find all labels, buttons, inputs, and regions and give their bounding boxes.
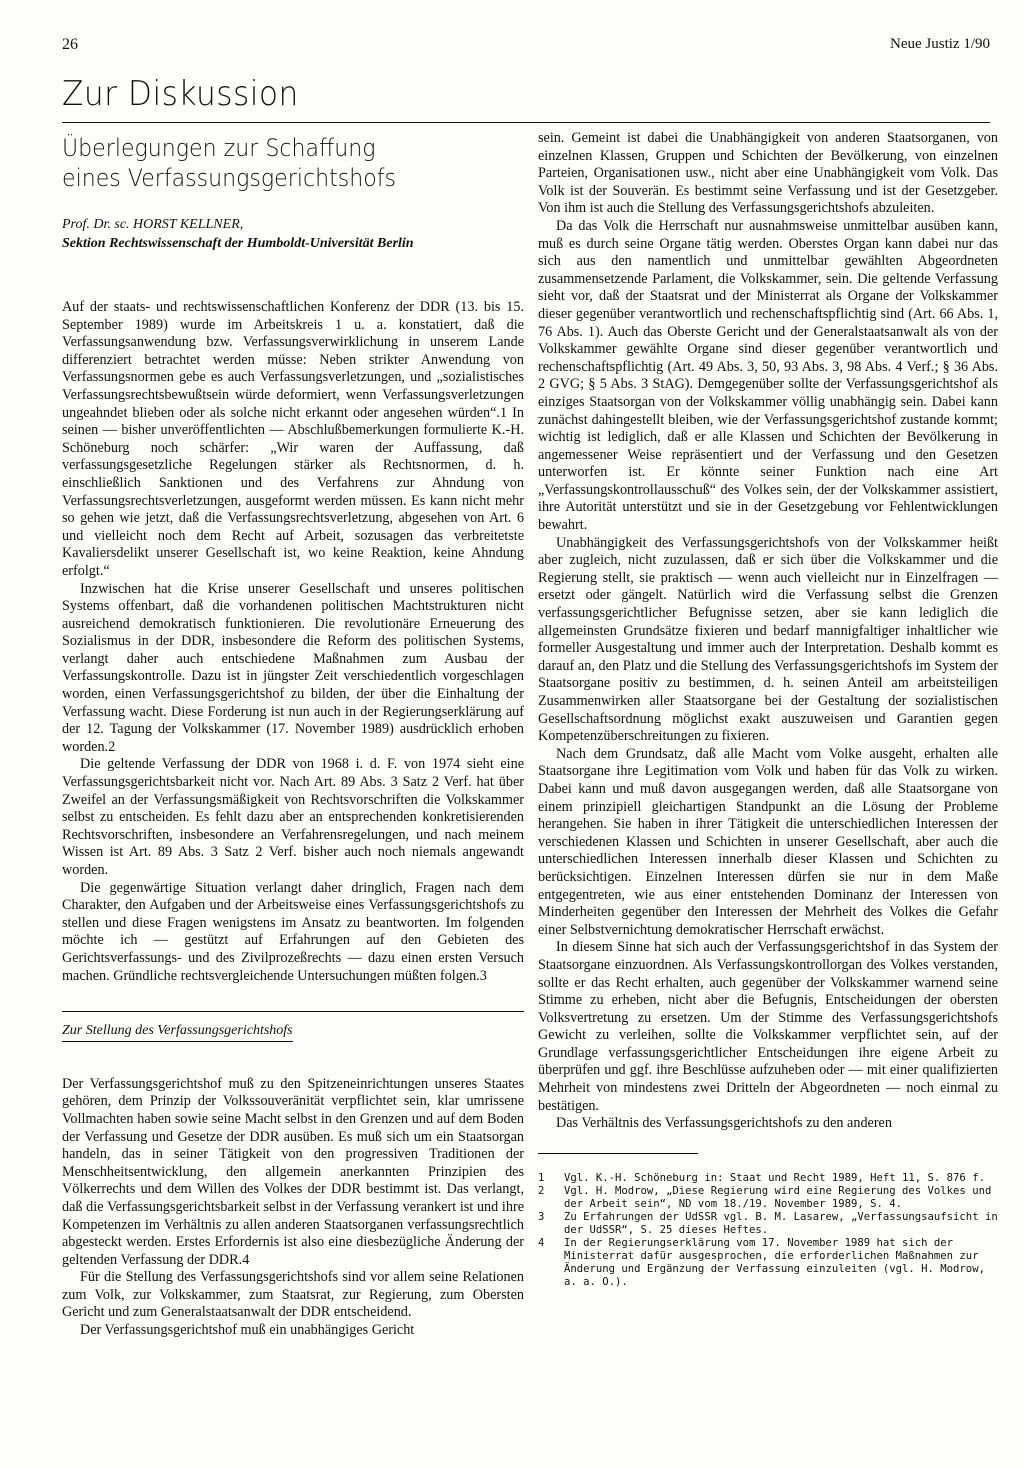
paragraph: Die gegenwärtige Situation verlangt daher dringlich, Fragen nach dem Charakter, den Aufgaben und der Arbeitsweise eines Verfassungsgerichtshofs zu stellen und diese Fragen wenigstens im Ansatz zu beantworten. Im folgenden möchte ich — gestützt auf Erfahrungen auf den Gebieten des Gerichtsverfassungs- und des Zivilprozeßrechts — dazu einen ersten Versuch machen. Gründliche rechtsvergleichende Untersuchungen müßten folgen.3 [62, 879, 524, 984]
paragraph: Da das Volk die Herrschaft nur ausnahmsweise unmittelbar ausüben kann, muß es durch seine Organe tätig werden. Oberstes Organ kann dabei nur das sich aus den namentlich und unmittelbar gewählten Abgeordneten zusammensetzende Parlament, die Volkskammer, sein. Die geltende Verfassung sieht vor, daß der Staatsrat und der Ministerrat als Organe der Volkskammer dieser gegenüber verantwortlich und rechenschaftspflichtig sind (Art. 66 Abs. 1, 76 Abs. 1). Auch das Oberste Gericht und der Generalstaatsanwalt als von der Volkskammer gewählte Organe sind dieser gegenüber verantwortlich und rechenschaftspflichtig (Art. 49 Abs. 3, 50, 93 Abs. 3, 98 Abs. 4 Verf.; § 36 Abs. 2 GVG; § 5 Abs. 3 StAG). Demgegenüber sollte der Verfassungsgerichtshof als einziges Staatsorgan von der Volkskammer völlig unabhängig sein. Dabei kann zunächst dahingestellt bleiben, wie der Verfassungsgerichtshof zustande kommt; wichtig ist lediglich, daß er alle Klassen und Schichten der Bevölkerung in angemessener Weise repräsentiert und der Verfassung und den Gesetzen unterworfen ist. Er könnte seiner Funktion nach eine Art „Verfassungskontrollausschuß“ des Volkes sein, der der Volkskammer assistiert, ihre Autorität unterstützt und sie in der Gesetzgebung vor Fehlentwicklungen bewahrt. [538, 217, 998, 534]
footnote [538, 1172, 998, 1185]
footnote-text: In der Regierungserklärung vom 17. November 1989 hat sich der Ministerrat dafür ausgesprochen, die erforderlichen Maßnahmen zur Änderung und Ergänzung der Verfassung einzuleiten (vgl. H. Modrow, a. a. O.). [564, 1236, 985, 1288]
paragraph: In diesem Sinne hat sich auch der Verfassungsgerichtshof in das System der Staatsorgane einzuordnen. Als Verfassungskontrollorgan des Volkes verstanden, sollte er das Recht erhalten, auch gegenüber der Volkskammer warnend seine Stimme zu erheben, nicht aber die Befugnis, Entscheidungen der obersten Volksvertretung zu ersetzen. Um der Stimme des Verfassungsgerichtshofs Gewicht zu verleihen, sollte die Volkskammer verpflichtet sein, auf der Grundlage verfassungsgerichtlicher Entscheidungen ihre eigene Arbeit zu überprüfen und ggf. ihre Beschlüsse aufzuheben oder — mit einer qualifizierten Mehrheit von mindestens zwei Dritteln der Abgeordneten — noch einmal zu bestätigen. [538, 939, 998, 1114]
paragraph: Nach dem Grundsatz, daß alle Macht vom Volke ausgeht, erhalten alle Staatsorgane ihre Legitimation vom Volk und haben für das Volk zu wirken. Dabei kann und muß davon ausgegangen werden, daß alle Staatsorgane von einem prinzipiell gleichartigen Standpunkt an die Lösung der Probleme herangehen. Sie haben in ihrer Tätigkeit die unterschiedlichen Interessen der verschiedenen Klassen und Schichten in unserer Gesellschaft, aber auch die unterschiedlichen Interessen innerhalb dieser Klassen und Schichten zu berücksichtigen. Einzelnen Interessen dürfen sie nur in dem Maße entgegentreten, wie aus einer entstehenden Dominanz der Interessen von Minderheiten gegenüber den Interessen der Mehrheit des Volkes die Gefahr einer Selbstvernichtung demokratischer Herrschaft erwächst. [538, 745, 998, 938]
footnote [538, 1211, 998, 1237]
author-block [62, 215, 524, 253]
footnote-number: 3 [538, 1210, 545, 1223]
paragraph: Auf der staats- und rechtswissenschaftlichen Konferenz der DDR (13. bis 15. September 1989) wurde im Arbeitskreis 1 u. a. konstatiert, daß die Verfassungsanwendung bzw. Verfassungsverwirklichung in unserem Lande differenziert betrachtet werden müsse: Neben strikter Anwendung von Verfassungsnormen gebe es auch Verfassungsverletzungen, und „sozialistisches Verfassungsrechtsbewußtsein würde deformiert, wenn Verfassungsverletzungen ungeahndet blieben oder als solche nicht erkannt oder angesehen würden“.1 In seinen — bisher unveröffentlichten — Abschlußbemerkungen formulierte K.-H. Schöneburg noch schärfer: „Wir waren der Auffassung, daß verfassungsgesetzliche Regelungen stärker als Rechtsnormen, d. h. einschließlich Sanktionen und des Verfahrens zur Ahndung von Verfassungsrechtsverletzungen, ausgeformt werden müssen. Es kann nicht mehr so gehen wie jetzt, daß die Verfassungsrechtsverletzung, abgesehen von Art. 6 und vielleicht noch dem Recht auf Arbeit, sozusagen das verbreitetste Kavaliersdelikt unserer Gesellschaft ist, wo keine Reaktion, keine Ahndung erfolgt.“ [62, 299, 524, 579]
paragraph: Die geltende Verfassung der DDR von 1968 i. d. F. von 1974 sieht eine Verfassungsgerichtsbarkeit nicht vor. Nach Art. 89 Abs. 3 Satz 2 Verf. hat über Zweifel an der Verfassungsmäßigkeit von Rechtsvorschriften die Volkskammer selbst zu entscheiden. Es fehlt dazu aber an entsprechenden konkretisierenden Rechtsvorschriften, insbesondere an Verfahrensregelungen, und nach meinem Wissen ist Art. 89 Abs. 3 Satz 2 Verf. bisher auch noch niemals angewandt worden. [62, 756, 524, 878]
page-number: 26 [62, 36, 78, 53]
section-text [62, 1076, 524, 1340]
paragraph: sein. Gemeint ist dabei die Unabhängigkeit von anderen Staatsorganen, von einzelnen Klassen, Gruppen und Schichten der Bevölkerung, von einzelnen Parteien, Organisationen usw., nicht aber eine Unabhängigkeit vom Volk. Das Volk ist der Souverän. Es bestimmt seine Verfassung und ist der Gesetzgeber. Von ihm ist auch die Stellung des Verfassungsgerichtshofs abzuleiten. [538, 130, 998, 217]
section-title: Zur Diskussion [62, 74, 299, 114]
page-header [62, 36, 990, 58]
paragraph: Das Verhältnis des Verfassungsgerichtshofs zu den anderen [556, 1115, 892, 1132]
paragraph: Für die Stellung des Verfassungsgerichtshofs sind vor allem seine Relationen zum Volk, zur Volkskammer, zum Staatsrat, zur Regierung, zum Obersten Gericht und zum Generalstaatsanwalt der DDR entscheidend. [62, 1269, 524, 1321]
footnote-number: 4 [538, 1236, 545, 1249]
paragraph: Inzwischen hat die Krise unserer Gesellschaft und unseres politischen Systems offenbart, daß die vorhandenen politischen Machtstrukturen nicht ausreichend demokratisch funktionieren. Die revolutionäre Erneuerung des Sozialismus in der DDR, insbesondere die Reform des politischen Systems, verlangt daher auch entschiedene Maßnahmen zum Ausbau der Verfassungskontrolle. Dazu ist in jüngster Zeit verschiedentlich vorgeschlagen worden, einen Verfassungsgerichtshof zu bilden, der über die Einhaltung der Verfassung wacht. Diese Forderung ist nun auch in der Regierungserklärung auf der 12. Tagung der Volkskammer (17. November 1989) ausdrücklich erhoben worden.2 [62, 580, 524, 755]
author-name: Prof. Dr. sc. HORST KELLNER, [62, 217, 244, 232]
section-rule [62, 122, 990, 123]
right-column [538, 130, 998, 1289]
subheading-rule [62, 1011, 524, 1012]
article-title [62, 133, 487, 193]
footnote-number: 1 [538, 1171, 545, 1184]
intro-text [62, 299, 524, 985]
paragraph: Der Verfassungsgerichtshof muß ein unabhängiges Gericht [80, 1322, 415, 1339]
footnotes [538, 1172, 998, 1289]
footnote-rule [538, 1153, 698, 1154]
left-column [62, 127, 524, 1340]
paragraph: Der Verfassungsgerichtshof muß zu den Spitzeneinrichtungen unseres Staates gehören, dem Prinzip der Volkssouveränität verpflichtet sein, klar umrissene Vollmachten haben sowie seine Macht selbst in den Grenzen und auf dem Boden der Verfassung und Gesetze der DDR ausüben. Es muß sich um ein Staatsorgan handeln, das in seiner Tätigkeit von den progressiven Traditionen der Menschheitsentwicklung, den allgemein anerkannten Prinzipien des Völkerrechts und dem Willen des Volkes der DDR bestimmt ist. Das verlangt, daß die Verfassungsgerichtsbarkeit selbst in der Verfassung verankert ist und ihre Kompetenzen im Verhältnis zu allen anderen Staatsorganen verfassungsrechtlich abgesteckt werden. Erstes Erfordernis ist also eine diesbezügliche Änderung der geltenden Verfassung der DDR.4 [62, 1075, 524, 1268]
footnote-text: Vgl. H. Modrow, „Diese Regierung wird eine Regierung des Volkes und der Arbeit sein“, ND vom 18./19. November 1989, S. 4. [564, 1184, 992, 1210]
footnote-number: 2 [538, 1184, 545, 1197]
footnote [538, 1185, 998, 1211]
article-title-line-1: Überlegungen zur Schaffung [62, 134, 376, 162]
journal-issue: Neue Justiz 1/90 [890, 36, 990, 52]
author-institution: Sektion Rechtswissenschaft der Humboldt-Universität Berlin [62, 236, 414, 251]
article-title-line-2: eines Verfassungsgerichtshofs [62, 164, 397, 192]
footnote-text: Vgl. K.-H. Schöneburg in: Staat und Recht 1989, Heft 11, S. 876 f. [564, 1171, 985, 1184]
subheading: Zur Stellung des Verfassungsgerichtshofs [62, 1022, 293, 1042]
paragraph: Unabhängigkeit des Verfassungsgerichtshofs von der Volkskammer heißt aber zugleich, nicht zuzulassen, daß er sich über die Volkskammer und die Regierung stellt, sie praktisch — wenn auch vielleicht nur in Einzelfragen — ersetzt oder gängelt. Natürlich wird die Verfassung selbst die Grenzen verfassungsgerichtlicher Befugnisse setzen, aber sie kann lediglich die allgemeinsten Grundsätze fixieren und bedarf mannigfaltiger inhaltlicher wie formeller Ausgestaltung und immer auch der Interpretation. Deshalb kommt es darauf an, den Platz und die Stellung des Verfassungsgerichtshofs im System der Staatsorgane positiv zu bestimmen, d. h. seinen Anteil am arbeitsteiligen Zusammenwirken aller Staatsorgane bei der Gestaltung der sozialistischen Gesellschaftsordnung möglichst exakt auszuweisen und Garantien gegen Kompetenzüberschreitungen zu fixieren. [538, 534, 998, 745]
footnote-text: Zu Erfahrungen der UdSSR vgl. B. M. Lasarew, „Verfassungsaufsicht in der UdSSR“, S. 25 dieses Heftes. [564, 1210, 998, 1236]
footnote [538, 1237, 998, 1289]
